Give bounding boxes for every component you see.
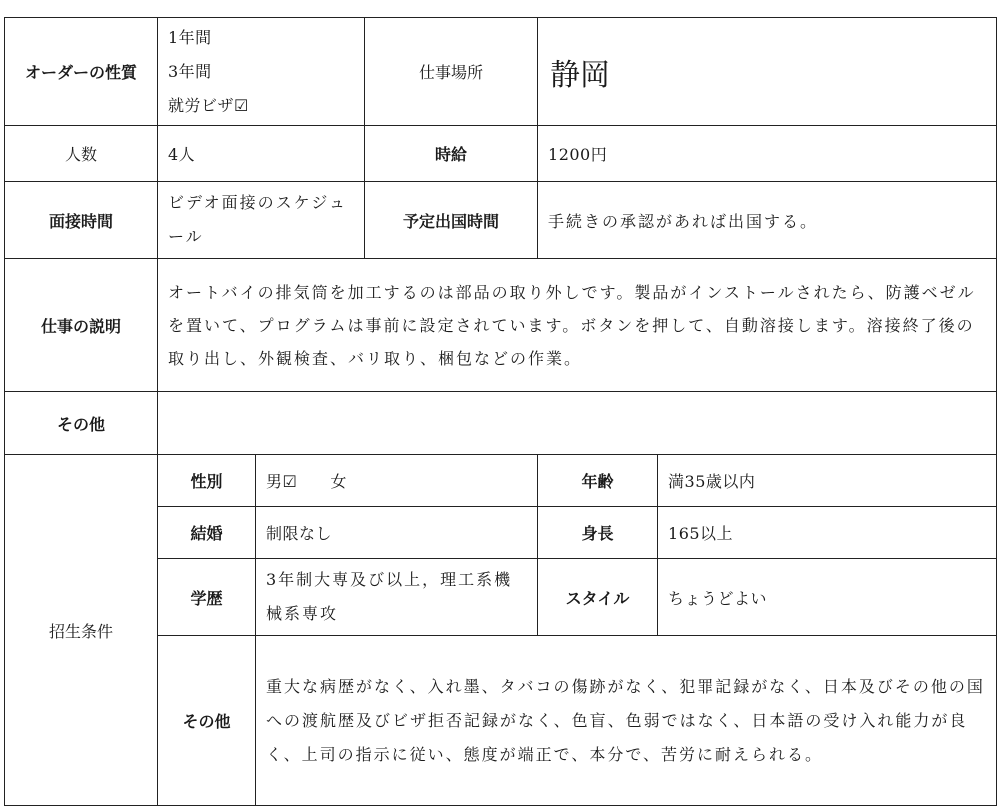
row-order-nature <box>5 18 997 126</box>
style-label: スタイル <box>538 559 658 636</box>
order-nature-item: 就労ビザ☑ <box>168 95 249 115</box>
headcount-label: 人数 <box>5 126 158 182</box>
order-nature-value <box>158 18 365 126</box>
age-label: 年齢 <box>538 455 658 507</box>
order-nature-label: オーダーの性質 <box>5 18 158 126</box>
order-nature-item: 3年間 <box>168 61 212 81</box>
education-value: 3年制大専及び以上，理工系機械系専攻 <box>256 559 538 636</box>
gender-label: 性別 <box>158 455 256 507</box>
row-headcount <box>5 126 997 182</box>
height-value: 165以上 <box>658 507 997 559</box>
interview-time-value: ビデオ面接のスケジュール <box>158 182 365 259</box>
other-value <box>158 392 997 455</box>
row-other <box>5 392 997 455</box>
row-job-description <box>5 259 997 392</box>
departure-time-label: 予定出国時間 <box>365 182 538 259</box>
age-value: 満35歳以内 <box>658 455 997 507</box>
headcount-value: 4人 <box>158 126 365 182</box>
hourly-wage-label: 時給 <box>365 126 538 182</box>
job-description-label: 仕事の説明 <box>5 259 158 392</box>
marriage-label: 結婚 <box>158 507 256 559</box>
education-label: 学歴 <box>158 559 256 636</box>
row-interview <box>5 182 997 259</box>
job-description-value: オートバイの排気筒を加工するのは部品の取り外しです。製品がインストールされたら、防護ベゼルを置いて、プログラムは事前に設定されています。ボタンを押して、自動溶接します。溶接終了後の取り出し、外観検査、バリ取り、梱包などの作業。 <box>158 259 997 392</box>
recruit-other-value: 重大な病歴がなく、入れ墨、タバコの傷跡がなく、犯罪記録がなく、日本及びその他の国への渡航歴及びビザ拒否記録がなく、色盲、色弱ではなく、日本語の受け入れ能力が良く、上司の指示に従い、態度が端正で、本分で、苦労に耐えられる。 <box>256 636 997 806</box>
interview-time-label: 面接時間 <box>5 182 158 259</box>
row-gender-age <box>5 455 997 507</box>
height-label: 身長 <box>538 507 658 559</box>
style-value: ちょうどよい <box>658 559 997 636</box>
hourly-wage-value: 1200円 <box>538 126 997 182</box>
gender-value: 男☑ 女 <box>256 455 538 507</box>
order-nature-item: 1年間 <box>168 27 212 47</box>
workplace-value: 静岡 <box>538 18 997 126</box>
job-order-table <box>4 17 997 806</box>
workplace-label: 仕事場所 <box>365 18 538 126</box>
recruit-other-label: その他 <box>158 636 256 806</box>
recruit-conditions-label: 招生条件 <box>5 455 158 806</box>
marriage-value: 制限なし <box>256 507 538 559</box>
departure-time-value: 手続きの承認があれば出国する。 <box>538 182 997 259</box>
other-label: その他 <box>5 392 158 455</box>
